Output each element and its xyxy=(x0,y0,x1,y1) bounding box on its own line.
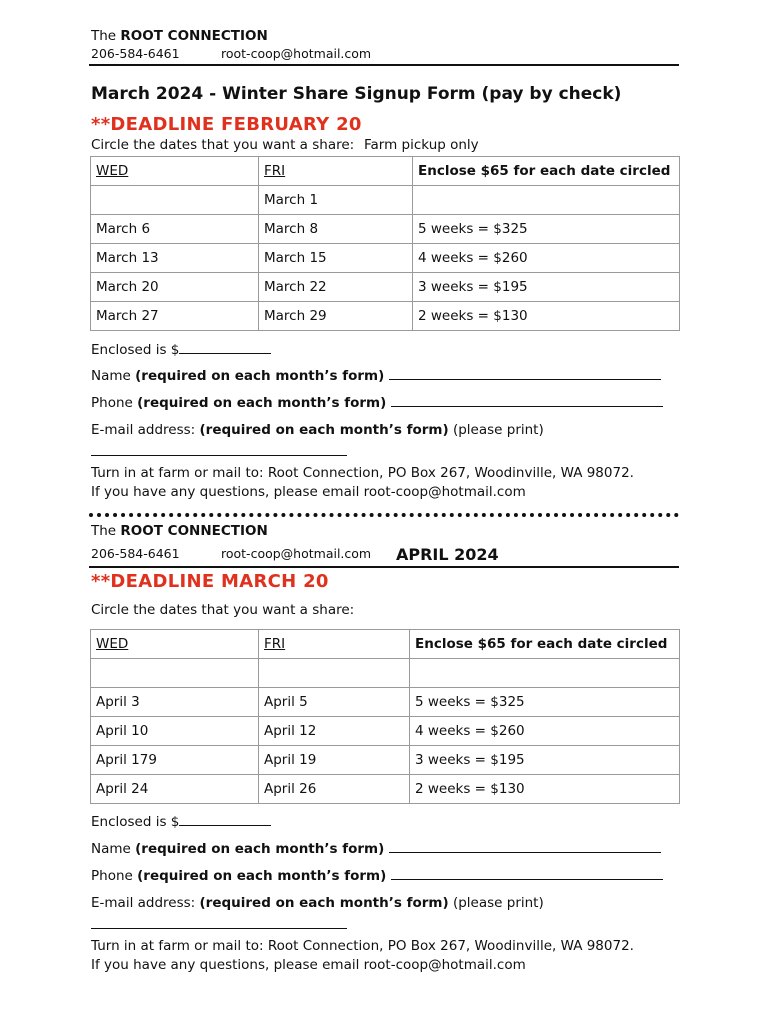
name-label: Name xyxy=(91,841,131,857)
form-month: APRIL 2024 xyxy=(396,545,499,564)
name-blank[interactable] xyxy=(389,368,661,380)
cut-line xyxy=(89,513,679,517)
email-label: E-mail address: xyxy=(91,422,196,438)
table-header-row xyxy=(91,630,680,659)
pickup-note: Farm pickup only xyxy=(364,137,479,153)
fri-cell[interactable]: April 5 xyxy=(259,688,410,717)
turn-in-note: Turn in at farm or mail to: Root Connection, PO Box 267, Woodinville, WA 98072. xyxy=(91,938,634,954)
wed-header: WED xyxy=(96,163,129,179)
wed-cell[interactable]: March 27 xyxy=(91,302,259,331)
table-row xyxy=(91,775,680,804)
phone-label: Phone xyxy=(91,395,133,411)
enclosed-blank[interactable] xyxy=(179,342,271,354)
org-name: ROOT CONNECTION xyxy=(120,28,268,44)
table-row xyxy=(91,659,680,688)
fri-cell[interactable]: April 12 xyxy=(259,717,410,746)
share-table-march xyxy=(90,156,680,331)
name-field[interactable] xyxy=(91,841,661,857)
table-row xyxy=(91,215,680,244)
required-note: (required on each month’s form) xyxy=(137,868,387,884)
wed-header: WED xyxy=(96,636,129,652)
name-blank[interactable] xyxy=(389,841,661,853)
name-field[interactable] xyxy=(91,368,661,384)
deadline-2: **DEADLINE MARCH 20 xyxy=(91,571,329,592)
price-cell: 5 weeks = $325 xyxy=(413,215,680,244)
required-note: (required on each month’s form) xyxy=(199,422,449,438)
price-cell: 2 weeks = $130 xyxy=(413,302,680,331)
wed-cell[interactable]: March 20 xyxy=(91,273,259,302)
wed-cell[interactable]: March 13 xyxy=(91,244,259,273)
phone-field[interactable] xyxy=(91,395,663,411)
table-row xyxy=(91,717,680,746)
table-row xyxy=(91,302,680,331)
wed-cell[interactable] xyxy=(91,186,259,215)
phone-blank[interactable] xyxy=(391,395,663,407)
price-cell: 2 weeks = $130 xyxy=(410,775,680,804)
fri-cell[interactable]: April 26 xyxy=(259,775,410,804)
instruction-2: Circle the dates that you want a share: xyxy=(91,602,355,618)
enclosed-label: Enclosed is $ xyxy=(91,814,180,830)
price-cell: 4 weeks = $260 xyxy=(410,717,680,746)
price-cell xyxy=(410,659,680,688)
price-cell xyxy=(413,186,680,215)
table-row xyxy=(91,746,680,775)
price-cell: 5 weeks = $325 xyxy=(410,688,680,717)
email-label: E-mail address: xyxy=(91,895,196,911)
fri-cell[interactable]: March 1 xyxy=(259,186,413,215)
header-divider xyxy=(89,64,679,66)
email-blank[interactable] xyxy=(91,455,347,456)
required-note: (required on each month’s form) xyxy=(135,368,385,384)
please-print-note: (please print) xyxy=(452,422,544,438)
fri-cell[interactable]: March 29 xyxy=(259,302,413,331)
org-header xyxy=(91,523,268,539)
price-cell: 3 weeks = $195 xyxy=(410,746,680,775)
instruction-1: Circle the dates that you want a share: xyxy=(91,137,355,153)
table-row xyxy=(91,244,680,273)
phone-field[interactable] xyxy=(91,868,663,884)
org-prefix: The xyxy=(91,523,121,539)
fri-cell[interactable] xyxy=(259,659,410,688)
fri-header: FRI xyxy=(264,636,286,652)
org-phone: 206-584-6461 xyxy=(91,46,180,61)
form-title: March 2024 - Winter Share Signup Form (pay by check) xyxy=(91,84,622,104)
deadline-1: **DEADLINE FEBRUARY 20 xyxy=(91,114,362,135)
email-field[interactable] xyxy=(91,422,544,438)
org-prefix: The xyxy=(91,28,121,44)
required-note: (required on each month’s form) xyxy=(137,395,387,411)
org-header xyxy=(91,28,268,44)
enclosed-label: Enclosed is $ xyxy=(91,342,180,358)
phone-blank[interactable] xyxy=(391,868,663,880)
header-divider xyxy=(89,566,679,568)
wed-cell[interactable]: April 3 xyxy=(91,688,259,717)
enclosed-blank[interactable] xyxy=(179,814,271,826)
fri-cell[interactable]: March 8 xyxy=(259,215,413,244)
email-field[interactable] xyxy=(91,895,544,911)
please-print-note: (please print) xyxy=(452,895,544,911)
wed-cell[interactable]: March 6 xyxy=(91,215,259,244)
wed-cell[interactable]: April 179 xyxy=(91,746,259,775)
price-cell: 4 weeks = $260 xyxy=(413,244,680,273)
turn-in-note: Turn in at farm or mail to: Root Connection, PO Box 267, Woodinville, WA 98072. xyxy=(91,465,634,481)
enclose-header: Enclose $65 for each date circled xyxy=(418,163,671,179)
enclosed-field[interactable] xyxy=(91,814,271,830)
fri-cell[interactable]: March 22 xyxy=(259,273,413,302)
wed-cell[interactable] xyxy=(91,659,259,688)
price-cell: 3 weeks = $195 xyxy=(413,273,680,302)
fri-header: FRI xyxy=(264,163,286,179)
org-email: root-coop@hotmail.com xyxy=(221,46,372,61)
questions-note: If you have any questions, please email root-coop@hotmail.com xyxy=(91,957,526,973)
table-row xyxy=(91,273,680,302)
enclosed-field[interactable] xyxy=(91,342,271,358)
email-blank[interactable] xyxy=(91,928,347,929)
wed-cell[interactable]: April 24 xyxy=(91,775,259,804)
enclose-header: Enclose $65 for each date circled xyxy=(415,636,668,652)
table-row xyxy=(91,186,680,215)
required-note: (required on each month’s form) xyxy=(135,841,385,857)
fri-cell[interactable]: April 19 xyxy=(259,746,410,775)
org-name: ROOT CONNECTION xyxy=(120,523,268,539)
share-table-april xyxy=(90,629,680,804)
org-phone: 206-584-6461 xyxy=(91,546,180,561)
required-note: (required on each month’s form) xyxy=(199,895,449,911)
name-label: Name xyxy=(91,368,131,384)
table-header-row xyxy=(91,157,680,186)
fri-cell[interactable]: March 15 xyxy=(259,244,413,273)
table-row xyxy=(91,688,680,717)
wed-cell[interactable]: April 10 xyxy=(91,717,259,746)
questions-note: If you have any questions, please email root-coop@hotmail.com xyxy=(91,484,526,500)
org-email: root-coop@hotmail.com xyxy=(221,546,372,561)
phone-label: Phone xyxy=(91,868,133,884)
